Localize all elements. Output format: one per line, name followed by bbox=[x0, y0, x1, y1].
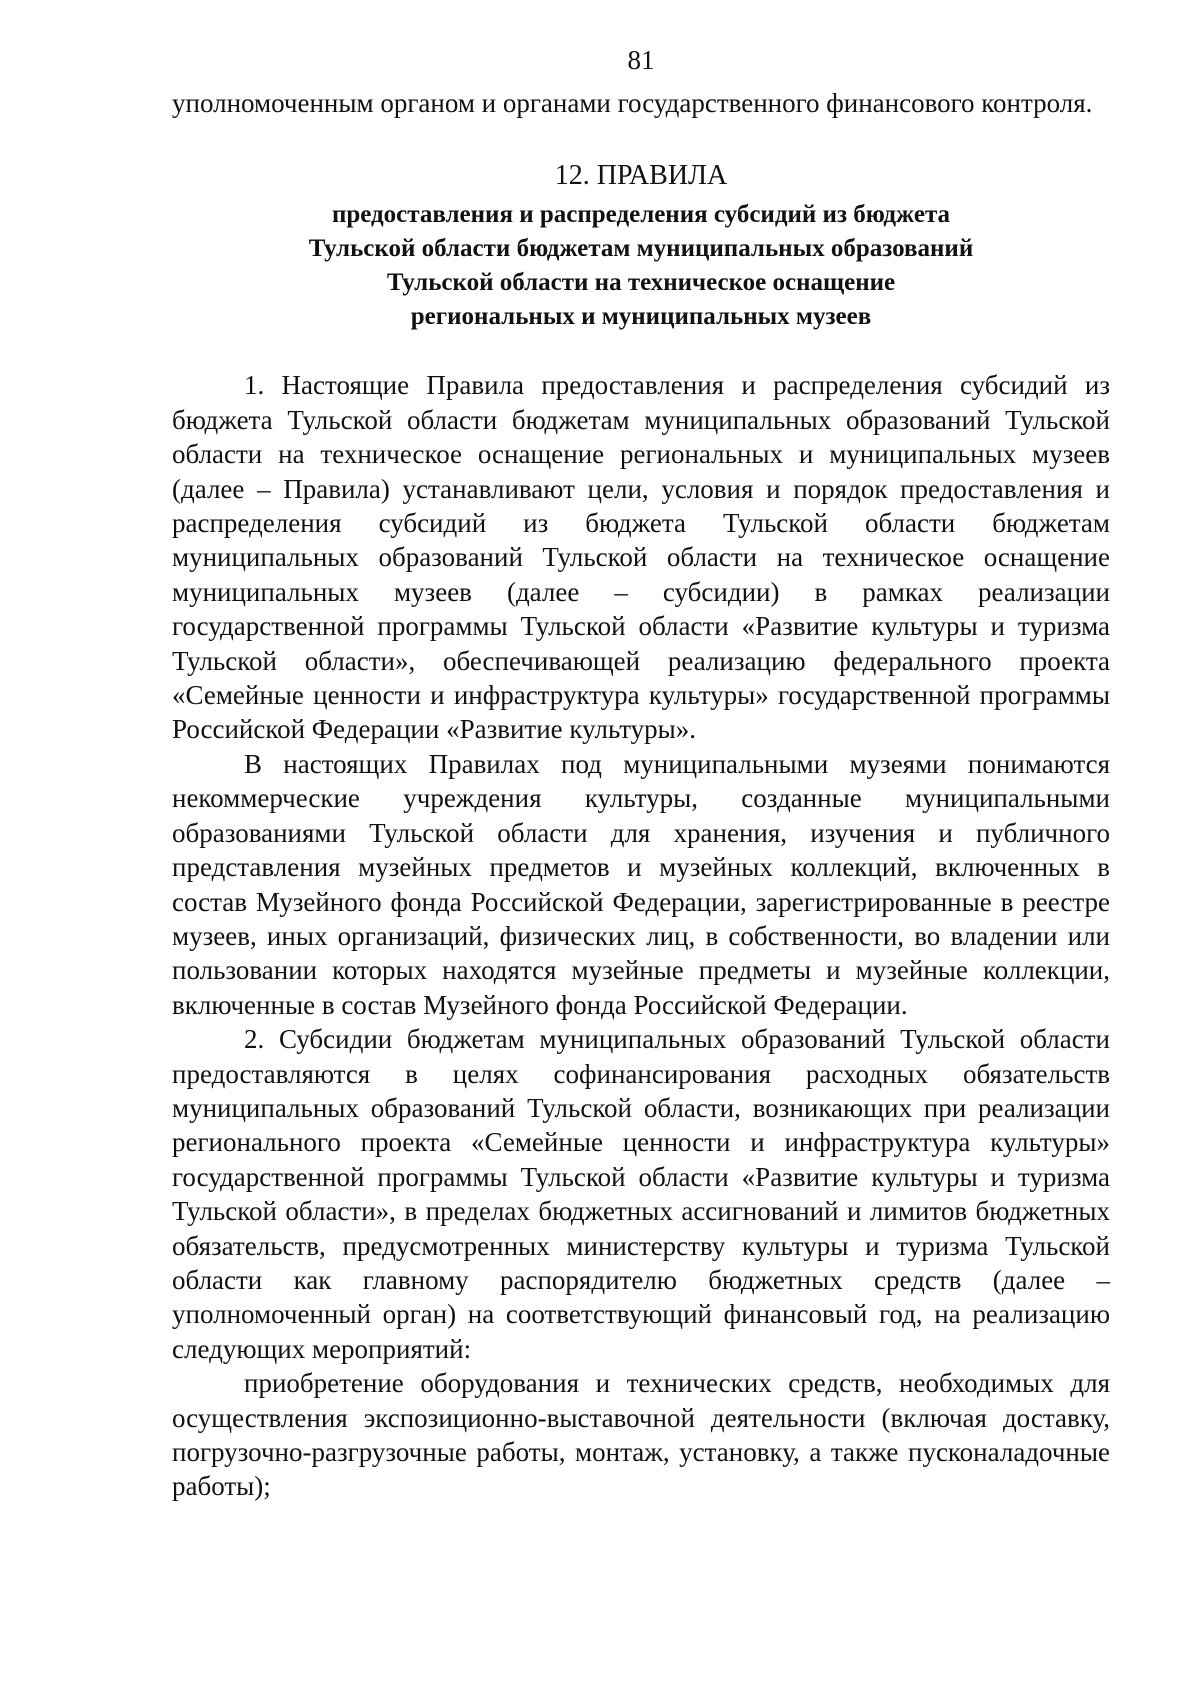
heading-line: предоставления и распределения субсидий из бюджета bbox=[331, 201, 951, 229]
paragraph-1: 1. Настоящие Правила предоставления и распределения субсидий из бюджета Тульской области бюджетам муниципальных образований Тульской области на техническое оснащение региональных и муниципальных музеев (далее – Правила) устанавливают цели, условия и порядок предоставления и распределения субсидий из бюджета Тульской области бюджетам муниципальных образований Тульской области на техническое оснащение муниципальных музеев (далее – субсидии) в рамках реализации государственной программы Тульской области «Развитие культуры и туризма Тульской области», обеспечивающей реализацию федерального проекта «Семейные ценности и инфраструктура культуры» государственной программы Российской Федерации «Развитие культуры». bbox=[172, 370, 1110, 745]
heading-title: 12. ПРАВИЛА bbox=[554, 160, 728, 192]
page-number: 81 bbox=[627, 45, 655, 75]
heading-line: Тульской области бюджетам муниципальных образований bbox=[308, 235, 974, 263]
intro-paragraph: уполномоченным органом и органами государственного финансового контроля. bbox=[172, 88, 1093, 118]
document-page bbox=[172, 40, 1110, 1504]
heading-line: Тульской области на техническое оснащение bbox=[386, 269, 896, 297]
heading-line: региональных и муниципальных музеев bbox=[410, 303, 872, 331]
section-heading bbox=[172, 156, 1110, 334]
paragraph-museums-definition: В настоящих Правилах под муниципальными музеями понимаются некоммерческие учреждения культуры, созданные муниципальными образованиями Тульской области для хранения, изучения и публичного представления музейных предметов и музейных коллекций, включенных в состав Музейного фонда Российской Федерации, зарегистрированные в реестре музеев, иных организаций, физических лиц, в собственности, во владении или пользовании которых находятся музейные предметы и музейные коллекции, включенные в состав Музейного фонда Российской Федерации. bbox=[172, 748, 1110, 1020]
paragraph-2: 2. Субсидии бюджетам муниципальных образований Тульской области предоставляются в целях софинансирования расходных обязательств муниципальных образований Тульской области, возникающих при реализации регионального проекта «Семейные ценности и инфраструктура культуры» государственной программы Тульской области «Развитие культуры и туризма Тульской области», в пределах бюджетных ассигнований и лимитов бюджетных обязательств, предусмотренных министерству культуры и туризма Тульской области как главному распорядителю бюджетных средств (далее – уполномоченный орган) на соответствующий финансовый год, на реализацию следующих мероприятий: bbox=[172, 1024, 1110, 1364]
paragraph-equipment-item: приобретение оборудования и технических средств, необходимых для осуществления экспозиционно-выставочной деятельности (включая доставку, погрузочно-разгрузочные работы, монтаж, установку, а также пусконаладочные работы); bbox=[172, 1368, 1110, 1502]
